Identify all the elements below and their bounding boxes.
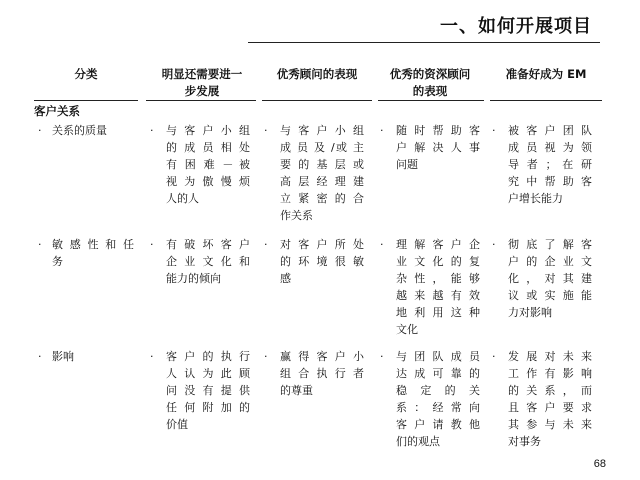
cell-line: 有 困 难 － 被 xyxy=(166,158,250,171)
bullet-marker: · xyxy=(150,124,154,137)
cell-line: 彻 底 了 解 客 xyxy=(508,238,592,251)
table-cell xyxy=(166,348,250,433)
bullet-marker: · xyxy=(380,124,384,137)
cell-line: 的 成 员 相 处 xyxy=(166,141,250,154)
row-category-cell xyxy=(52,122,134,139)
cell-line: 发 展 对 未 来 xyxy=(508,350,592,363)
cell-line: 影响 xyxy=(52,350,74,363)
cell-line: 稳 定 的 关 xyxy=(396,384,480,397)
column-header xyxy=(146,66,258,100)
bullet-marker: · xyxy=(492,238,496,251)
cell-line: 业 文 化 的 复 xyxy=(396,255,480,268)
table-cell xyxy=(396,348,480,450)
cell-line: 与 团 队 成 员 xyxy=(396,350,480,363)
column-header xyxy=(486,66,606,83)
bullet-marker: · xyxy=(38,350,42,363)
cell-line: 组 合 执 行 者 xyxy=(280,367,364,380)
table-cell xyxy=(508,348,592,450)
bullet-marker: · xyxy=(264,350,268,363)
cell-line: 且 客 户 要 求 xyxy=(508,401,592,414)
cell-line: 作关系 xyxy=(280,209,313,222)
cell-line: 问题 xyxy=(396,158,418,171)
bullet-marker: · xyxy=(492,350,496,363)
cell-line: 敏 感 性 和 任 xyxy=(52,238,134,251)
cell-line: 能力的倾向 xyxy=(166,272,221,285)
cell-line: 立 紧 密 的 合 xyxy=(280,192,364,205)
column-header-line: 的表现 xyxy=(412,84,448,98)
cell-line: 其 参 与 未 来 xyxy=(508,418,592,431)
cell-line: 的 环 境 很 敏 xyxy=(280,255,364,268)
cell-line: 客 户 的 执 行 xyxy=(166,350,250,363)
header-divider xyxy=(262,100,372,101)
cell-line: 达 成 可 靠 的 xyxy=(396,367,480,380)
header-divider xyxy=(34,100,138,101)
column-header-line: 准备好成为 EM xyxy=(505,67,587,81)
bullet-marker: · xyxy=(150,350,154,363)
column-header xyxy=(34,66,138,83)
cell-line: 价值 xyxy=(166,418,188,431)
table-cell xyxy=(508,122,592,207)
table-cell xyxy=(280,348,364,399)
table-cell xyxy=(280,122,364,224)
cell-line: 化 ， 对 其 建 xyxy=(508,272,592,285)
cell-line: 要 的 基 层 或 xyxy=(280,158,364,171)
cell-line: 理 解 客 户 企 xyxy=(396,238,480,251)
cell-line: 随 时 帮 助 客 xyxy=(396,124,480,137)
bullet-marker: · xyxy=(38,124,42,137)
bullet-marker: · xyxy=(380,350,384,363)
cell-line: 力对影响 xyxy=(508,306,552,319)
cell-line: 对事务 xyxy=(508,435,541,448)
section-label: 客户关系 xyxy=(34,104,80,118)
cell-line: 越 来 越 有 效 xyxy=(396,289,480,302)
cell-line: 企 业 文 化 和 xyxy=(166,255,250,268)
row-category-cell xyxy=(52,348,134,365)
column-header-line: 优秀顾问的表现 xyxy=(276,67,358,81)
cell-line: 有 破 坏 客 户 xyxy=(166,238,250,251)
row-category-cell xyxy=(52,236,134,270)
title-underline xyxy=(248,42,600,43)
bullet-marker: · xyxy=(492,124,496,137)
column-header xyxy=(376,66,484,100)
cell-line: 高 层 经 理 建 xyxy=(280,175,364,188)
column-header xyxy=(260,66,374,83)
table-cell xyxy=(166,236,250,287)
header-divider xyxy=(490,100,602,101)
column-header-line: 分类 xyxy=(74,67,98,81)
cell-line: 系 ： 经 常 向 xyxy=(396,401,480,414)
page-title: 一、如何开展项目 xyxy=(440,16,592,37)
cell-line: 杂 性 ， 能 够 xyxy=(396,272,480,285)
cell-line: 成 员 及 /或 主 xyxy=(280,141,364,154)
cell-line: 人 认 为 此 顾 xyxy=(166,367,250,380)
bullet-marker: · xyxy=(264,238,268,251)
table-cell xyxy=(508,236,592,321)
cell-line: 与 客 户 小 组 xyxy=(166,124,250,137)
cell-line: 地 利 用 这 种 xyxy=(396,306,480,319)
cell-line: 人的人 xyxy=(166,192,199,205)
cell-line: 导 者 ； 在 研 xyxy=(508,158,592,171)
column-header-line: 优秀的资深顾问 xyxy=(389,67,471,81)
cell-line: 议 或 实 施 能 xyxy=(508,289,592,302)
cell-line: 究 中 帮 助 客 xyxy=(508,175,592,188)
cell-line: 的 关 系 ， 而 xyxy=(508,384,592,397)
cell-line: 被 客 户 团 队 xyxy=(508,124,592,137)
table-cell xyxy=(280,236,364,287)
cell-line: 视 为 傲 慢 烦 xyxy=(166,175,250,188)
cell-line: 对 客 户 所 处 xyxy=(280,238,364,251)
table-cell xyxy=(166,122,250,207)
cell-line: 感 xyxy=(280,272,291,285)
header-divider xyxy=(378,100,484,101)
cell-line: 户增长能力 xyxy=(508,192,563,205)
bullet-marker: · xyxy=(380,238,384,251)
cell-line: 客 户 请 教 他 xyxy=(396,418,480,431)
cell-line: 赢 得 客 户 小 xyxy=(280,350,364,363)
cell-line: 户 的 企 业 文 xyxy=(508,255,592,268)
table-cell xyxy=(396,122,480,173)
column-header-line: 步发展 xyxy=(184,84,220,98)
table-cell xyxy=(396,236,480,338)
cell-line: 问 没 有 提 供 xyxy=(166,384,250,397)
page-number: 68 xyxy=(593,458,606,470)
header-divider xyxy=(146,100,256,101)
cell-line: 的尊重 xyxy=(280,384,313,397)
bullet-marker: · xyxy=(150,238,154,251)
cell-line: 任 何 附 加 的 xyxy=(166,401,250,414)
cell-line: 关系的质量 xyxy=(52,124,107,137)
cell-line: 务 xyxy=(52,255,63,268)
cell-line: 成 员 视 为 领 xyxy=(508,141,592,154)
cell-line: 与 客 户 小 组 xyxy=(280,124,364,137)
cell-line: 文化 xyxy=(396,323,418,336)
column-header-line: 明显还需要进一 xyxy=(161,67,243,81)
cell-line: 户 解 决 人 事 xyxy=(396,141,480,154)
cell-line: 工 作 有 影 响 xyxy=(508,367,592,380)
bullet-marker: · xyxy=(264,124,268,137)
cell-line: 们的观点 xyxy=(396,435,440,448)
bullet-marker: · xyxy=(38,238,42,251)
